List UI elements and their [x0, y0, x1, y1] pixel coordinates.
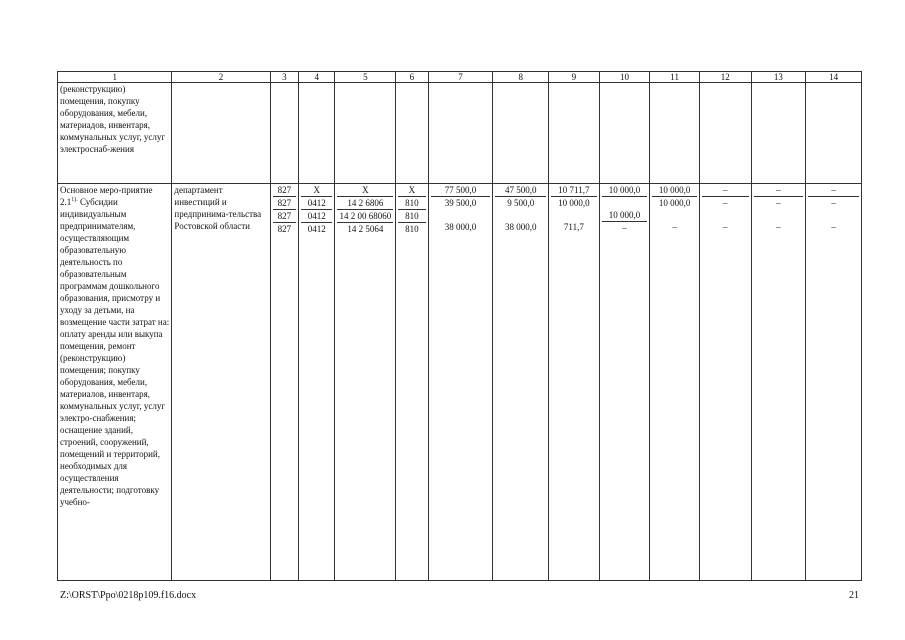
table-row: [58, 184, 862, 581]
header-cell: 9: [549, 72, 600, 83]
header-cell: 10: [599, 72, 650, 83]
cell-value: –: [722, 185, 728, 195]
vr-cell: [396, 184, 428, 581]
cell-value: [495, 209, 546, 221]
cell-value: 827: [273, 209, 296, 222]
cell-value: –: [702, 196, 749, 209]
cell-value: 827: [273, 222, 296, 235]
year-cell: [650, 184, 700, 581]
year-cell: [549, 184, 600, 581]
cell-value: 9 500,0: [495, 196, 546, 209]
rzpr-cell: [298, 184, 334, 581]
header-cell: 13: [751, 72, 806, 83]
cell-value: 10 000,0: [608, 185, 641, 195]
cell-value: [551, 209, 597, 221]
cell-value: 0412: [301, 222, 332, 235]
page-number: 21: [849, 590, 859, 601]
cell-value: Х: [362, 185, 369, 195]
cell-value: –: [776, 222, 781, 232]
csr-cell: [335, 184, 396, 581]
cell-value: 10 000,0: [652, 196, 697, 209]
cell-value: –: [672, 222, 677, 232]
cell-value: 810: [398, 196, 425, 209]
measure-text: Субсидии индивидуальным предпринимателям, осуществляющим образовательную деятельность по образовательным программам дошкольного образования, присмотру и уходу за детьми, на возмещение части затрат на: оплату аренды или выкупа помещения, ремонт (реконструкцию) помещения; покупку оборудования, мебели, материалов, инвентаря, коммунальных услуг, услуг электро-снабжения; оснащение зданий, строений, сооружений, помещений и территорий, необходимых для осуществления деятельности; подготовку учебно-: [60, 197, 170, 507]
cell-value: –: [831, 222, 836, 232]
cell-value: 38 000,0: [444, 222, 477, 232]
cell-value: 14 2 6806: [337, 196, 393, 209]
year-cell: [599, 184, 650, 581]
year-cell: [751, 184, 806, 581]
header-cell: 1: [58, 72, 172, 83]
cell-value: 14 2 00 68060: [339, 211, 392, 221]
header-cell: 5: [335, 72, 396, 83]
cell-value: –: [776, 185, 781, 195]
cell-value: 711,7: [563, 222, 584, 232]
cell-value: 10 000,0: [608, 210, 641, 220]
cell-value: [652, 209, 697, 221]
cell-value: 77 500,0: [444, 185, 477, 195]
cell-value: –: [831, 185, 836, 195]
header-cell: 7: [428, 72, 493, 83]
file-path: Z:\ORST\Ppo\0218p109.f16.docx: [60, 590, 197, 601]
header-row: [58, 72, 862, 83]
cell-value: Х: [313, 185, 320, 195]
header-cell: 8: [493, 72, 549, 83]
cell-value: 39 500,0: [431, 196, 491, 209]
cell-value: 38 000,0: [504, 222, 537, 232]
cell-value: –: [808, 196, 859, 209]
cell-value: 47 500,0: [504, 185, 537, 195]
cell-value: 0412: [301, 209, 332, 222]
cell-value: 14 2 5064: [337, 222, 393, 235]
cell-value: 810: [398, 209, 425, 222]
cell-value: 0412: [301, 196, 332, 209]
year-cell: [806, 184, 862, 581]
cell-value: 10 000,0: [658, 185, 691, 195]
responsible-executor: департамент инвестиций и предпринима-тельства Ростовской области: [172, 184, 270, 581]
header-cell: 12: [699, 72, 751, 83]
cell-value: [431, 209, 491, 221]
cell-value: 10 000,0: [551, 196, 597, 209]
cell-value: 810: [398, 222, 425, 235]
total-cell: [428, 184, 493, 581]
footnote-mark: 1).: [71, 197, 78, 203]
cell-value: [702, 209, 749, 221]
cell-value: 827: [273, 196, 296, 209]
row-description: (реконструкцию) помещения, покупку оборудования, мебели, материадов, инвентаря, коммунальных услуг, услуг электроснаб-жения: [58, 83, 172, 184]
grbs-cell: [270, 184, 298, 581]
cell-value: 827: [277, 185, 292, 195]
table-row: [58, 83, 862, 184]
header-cell: 6: [396, 72, 428, 83]
header-cell: 11: [650, 72, 700, 83]
cell-value: [754, 209, 804, 221]
budget-table: [57, 71, 862, 581]
cell-value: [602, 196, 648, 209]
measure-description: [58, 184, 172, 581]
cell-value: –: [602, 221, 648, 234]
cell-value: 10 711,7: [558, 185, 590, 195]
cell-value: [808, 209, 859, 221]
header-cell: 4: [298, 72, 334, 83]
header-cell: 14: [806, 72, 862, 83]
header-cell: 3: [270, 72, 298, 83]
measure-title: Основное меро-приятие 2.1: [60, 185, 153, 207]
cell-value: Х: [408, 185, 416, 195]
year-cell: [699, 184, 751, 581]
year-cell: [493, 184, 549, 581]
cell-value: –: [722, 222, 728, 232]
header-cell: 2: [172, 72, 270, 83]
cell-value: –: [754, 196, 804, 209]
